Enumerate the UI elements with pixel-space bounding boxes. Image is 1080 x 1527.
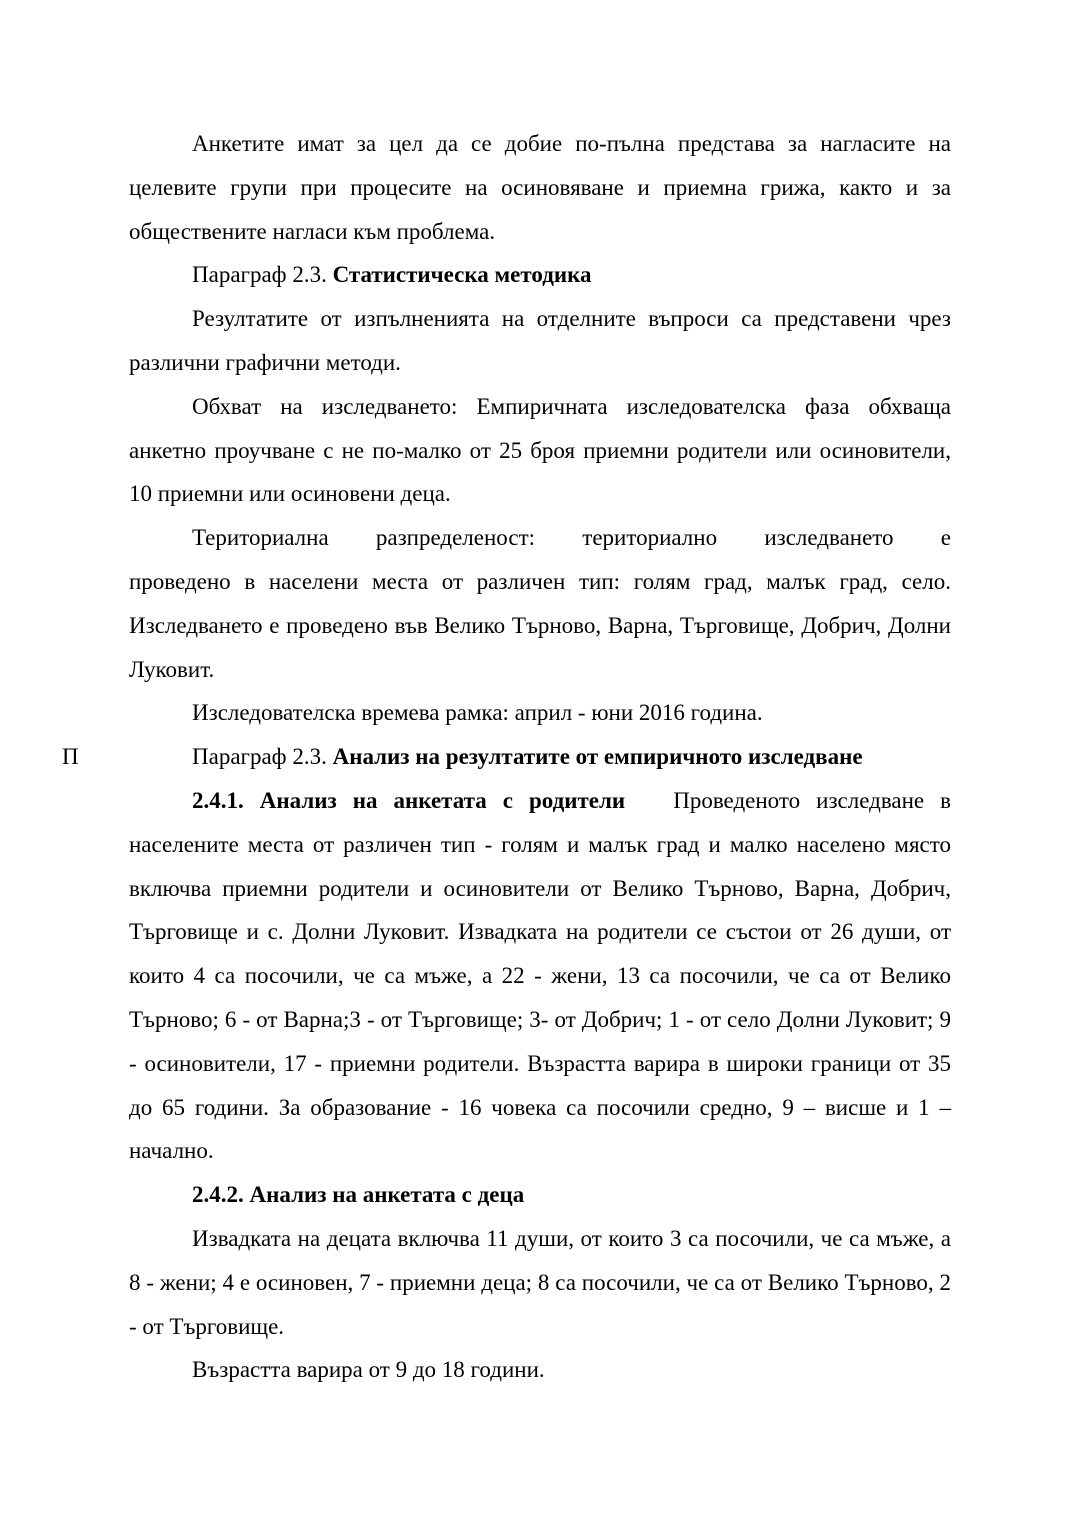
document-page: [129, 122, 951, 1392]
paragraph-children-sample: Извадката на децата включва 11 души, от които 3 са посочили, че са мъже, а 8 - жени; 4 е осиновен, 7 - приемни деца; 8 са посочили, че са от Велико Търново, 2 - от Търговище.: [129, 1225, 951, 1339]
heading-prefix: Параграф 2.3.: [192, 262, 333, 288]
paragraph-parents-text: Проведеното изследване в населените места от различен тип - голям и малък град и малко населено място включва приемни родители и осиновители от Велико Търново, Варна, Добрич, Търговище и с. Долни Луковит. Извадката на родители се състои от 26 души, от които 4 са посочили, че са мъже, а 22 - жени, 13 са посочили, че са от Велико Търново; 6 - от Варна;3 - от Търговище; 3- от Добрич; 1 - от село Долни Луковит; 9 - осиновители, 17 - приемни родители. Възрастта варира в широки граници от 35 до 65 години. За образование - 16 човека са посочили средно, 9 – висше и 1 – начално.: [129, 787, 951, 1164]
heading-statistical-methodology: [129, 253, 951, 297]
subheading-children: [129, 1173, 951, 1217]
heading-title: Статистическа методика: [332, 262, 592, 288]
paragraph-research-scope: Обхват на изследването: Емпиричната изследователска фаза обхваща анкетно проучване с не по-малко от 25 броя приемни родители или осиновители, 10 приемни или осиновени деца.: [129, 393, 951, 507]
paragraph-territorial-rest: проведено в населени места от различен тип: голям град, малък град, село. Изследването е проведено във Велико Търново, Варна, Търговище, Добрич, Долни Луковит.: [129, 568, 951, 682]
margin-mark: П: [62, 744, 79, 769]
paragraph-time-frame: Изследователска времева рамка: април - юни 2016 година.: [192, 700, 763, 726]
heading-title: Анализ на резултатите от емпиричното изследване: [332, 744, 863, 770]
paragraph-surveys-purpose: Анкетите имат за цел да се добие по-пълна представа за нагласите на целевите групи при процесите на осиновяване и приемна грижа, както и за обществените нагласи към проблема.: [129, 131, 951, 244]
paragraph-parents-analysis: [129, 779, 951, 1173]
paragraph-territorial-line1: Териториална разпределеност: териториално изследването е: [192, 525, 951, 551]
paragraph-children-age: Възрастта варира от 9 до 18 години.: [192, 1357, 545, 1383]
heading-results-analysis: [129, 735, 951, 779]
paragraph-results-methods: Резултатите от изпълненията на отделните въпроси са представени чрез различни графични методи.: [129, 306, 951, 375]
subheading-parents: 2.4.1. Анализ на анкетата с родители: [192, 787, 626, 813]
subheading-children-title: 2.4.2. Анализ на анкетата с деца: [192, 1182, 525, 1208]
heading-prefix: Параграф 2.3.: [192, 744, 333, 770]
